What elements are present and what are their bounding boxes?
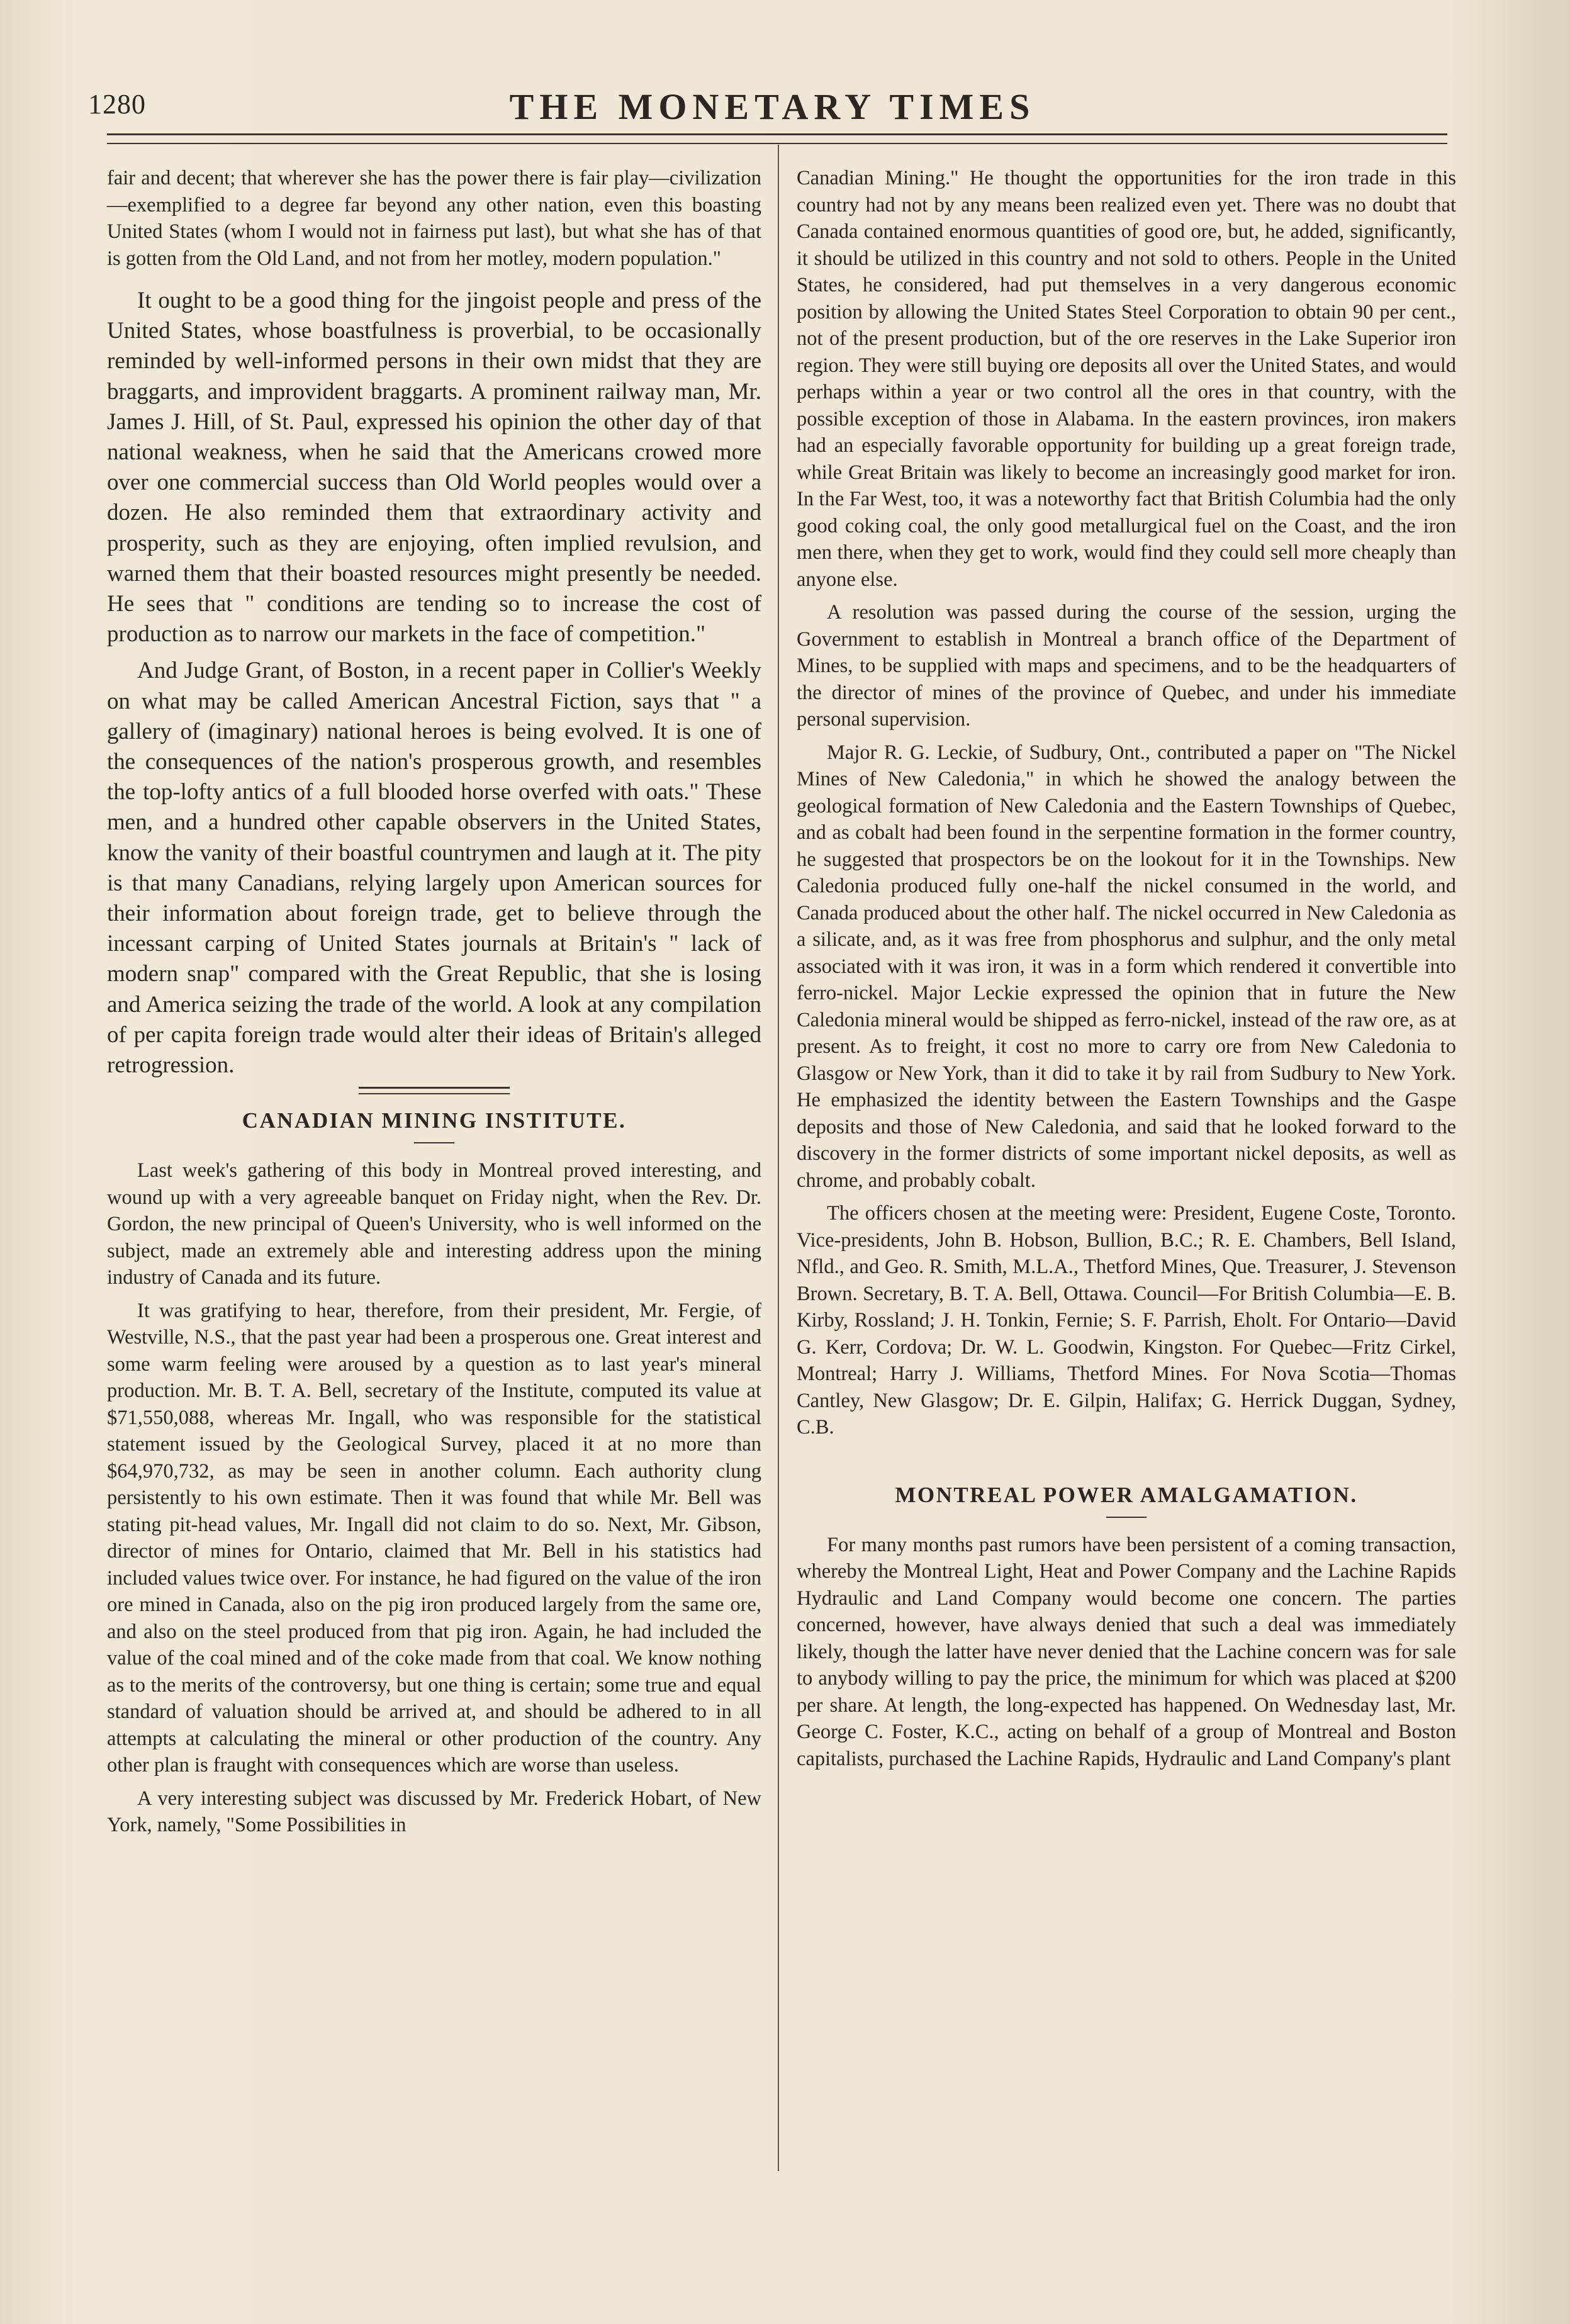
article-paragraph: It was gratifying to hear, therefore, from their president, Mr. Fergie, of Westville, N.S., that the past year had been a prosperous one. Great interest and some warm feeling were aroused by a question as to last year's mineral production. Mr. B. T. A. Bell, secretary of the Institute, computed its value at $71,550,088, whereas Mr. Ingall, who was responsible for the statistical statement issued by the Geological Survey, placed it at no more than $64,970,732, as may be seen in another column. Each authority clung persistently to his own estimate. Then it was found that while Mr. Bell was stating pit-head values, Mr. Ingall did not claim to do so. Next, Mr. Gibson, director of mines for Ontario, claimed that Mr. Bell in his statistics had included values twice over. For instance, he had figured on the value of the iron ore mined in Canada, also on the pig iron produced largely from the same ore, and also on the steel produced from that pig iron. Again, he had included the value of the coal mined and of the coke made from that coal. We know nothing as to the merits of the controversy, but one thing is certain; some true and equal standard of valuation should be arrived at, and should be adhered to in all attempts at calculating the mineral or other production of the country. Any other plan is fraught with consequences which are worse than useless. — [107, 1299, 761, 1777]
page-number: 1280 — [88, 89, 146, 120]
article-paragraph: For many months past rumors have been persistent of a coming transaction, whereby the Montreal Light, Heat and Power Company and the Lachine Rapids Hydraulic and Land Company would become one concern. The parties concerned, however, have always denied that such a deal was immediately likely, though the latter have never denied that the Lachine concern was for sale to anybody willing to pay the price, the minimum for which was placed at $200 per share. At length, the long-expected has happened. On Wednesday last, Mr. George C. Foster, K.C., acting on behalf of a group of Montreal and Boston capitalists, purchased the Lachine Rapids, Hydraulic and Land Company's plant — [797, 1533, 1456, 1770]
header-rule — [107, 133, 1447, 144]
section-separator — [359, 1087, 510, 1094]
section-title-power: MONTREAL POWER AMALGAMATION. — [895, 1482, 1358, 1507]
article-paragraph: A very interesting subject was discussed by Mr. Frederick Hobart, of New York, namely, "Some Possibilities in — [107, 1787, 761, 1837]
article-paragraph: A resolution was passed during the course of the session, urging the Government to establish in Montreal a branch office of the Department of Mines, to be supplied with maps and specimens, and to be the headquarters of the director of mines of the province of Quebec, and under his immediate personal supervision. — [797, 601, 1456, 731]
editorial-paragraph: And Judge Grant, of Boston, in a recent paper in Collier's Weekly on what may be called American Ancestral Fiction, says that " a gallery of (imaginary) national heroes is being evolved. It is one of the consequences of the nation's prosperous growth, and resembles the top-lofty antics of a full blooded horse overfed with oats." These men, and a hundred other capable observers in the United States, know the vanity of their boastful countrymen and laugh at it. The pity is that many Canadians, relying largely upon American sources for their information about foreign trade, get to believe through the incessant carping of United States journals at Britain's " lack of modern snap" compared with the Great Republic, that she is losing and America seizing the trade of the world. A look at any compilation of per capita foreign trade would alter their ideas of Britain's alleged retrogression. — [107, 658, 761, 1079]
article-paragraph: Canadian Mining." He thought the opportunities for the iron trade in this country had not by any means been realized even yet. There was no doubt that Canada contained enormous quantities of good ore, but, he added, significantly, it should be utilized in this country and not sold to others. People in the United States, he considered, had put themselves in a very dangerous economic position by allowing the United States Steel Corporation to obtain 90 per cent., not of the present production, but of the ore reserves in the Lake Superior iron region. They were still buying ore deposits all over the United States, and would perhaps within a year or two control all the ores in that country, with the possible exception of those in Alabama. In the eastern provinces, iron makers had an especially favorable opportunity for building up a great foreign trade, while Great Britain was likely to become an increasingly good market for iron. In the Far West, too, it was a noteworthy fact that British Columbia had the only good coking coal, the only good metallurgical fuel on the Coast, and the iron men there, when they get to work, would find they could sell more cheaply than anyone else. — [797, 167, 1456, 591]
article-paragraph: Major R. G. Leckie, of Sudbury, Ont., contributed a paper on "The Nickel Mines of New Caledonia," in which he showed the analogy between the geological formation of New Caledonia and the Eastern Townships of Quebec, and as cobalt had been found in the serpentine formation in the former country, he suggested that prospectors be on the lookout for it in the Townships. New Caledonia produced fully one-half the nickel consumed in the world, and Canada produced about the other half. The nickel occurred in New Caledonia as a silicate, and, as it was free from phosphorus and sulphur, and the only metal associated with it was iron, it was in a form which rendered it convertible into ferro-nickel. Major Leckie expressed the opinion that in future the New Caledonia mineral would be shipped as ferro-nickel, instead of the raw ore, as at present. As to freight, it cost no more to carry ore from New Caledonia to Glasgow or New York, than it did to take it by rail from Sudbury to New York. He emphasized the identity between the Eastern Townships and the Gaspe deposits and those of New Caledonia, and said that he looked forward to the discovery in the former districts of some important nickel deposits, as well as chrome, and probably cobalt. — [797, 741, 1456, 1192]
section-title-mining: CANADIAN MINING INSTITUTE. — [242, 1108, 627, 1133]
column-divider — [778, 145, 779, 2171]
article-paragraph: The officers chosen at the meeting were: President, Eugene Coste, Toronto. Vice-presidents, John B. Hobson, Bullion, B.C.; R. E. Chambers, Bell Island, Nfld., and Geo. R. Smith, M.L.A., Thetford Mines, Que. Treasurer, J. Stevenson Brown. Secretary, B. T. A. Bell, Ottawa. Council—For British Columbia—E. B. Kirby, Rossland; J. H. Tonkin, Fernie; S. F. Parrish, Eholt. For Ontario—David G. Kerr, Cordova; Dr. W. L. Goodwin, Kingston. For Quebec—Fritz Cirkel, Montreal; Harry J. Williams, Thetford Mines. For Nova Scotia—Thomas Cantley, New Glasgow; Dr. E. Gilpin, Halifax; G. Herrick Duggan, Sydney, C.B. — [797, 1202, 1456, 1439]
editorial-paragraph: It ought to be a good thing for the jingoist people and press of the United States, whose boastfulness is proverbial, to be occasionally reminded by well-informed persons in their own midst that they are braggarts, and improvident braggarts. A prominent railway man, Mr. James J. Hill, of St. Paul, expressed his opinion the other day of that national weakness, when he said that the Americans crowed more over one commercial success than Old World peoples would over a dozen. He also reminded them that extraordinary activity and prosperity, such as they are enjoying, often implied revulsion, and warned them that their boasted resources might presently be needed. He sees that " conditions are tending so to increase the cost of production as to narrow our markets in the face of competition." — [107, 288, 761, 648]
left-column — [107, 165, 761, 1839]
masthead: THE MONETARY TIMES — [509, 86, 1036, 127]
title-rule — [414, 1142, 454, 1143]
right-column — [797, 165, 1456, 1772]
title-rule — [1106, 1517, 1147, 1518]
article-paragraph: Last week's gathering of this body in Montreal proved interesting, and wound up with a very agreeable banquet on Friday night, when the Rev. Dr. Gordon, the new principal of Queen's University, who is well informed on the subject, made an extremely able and interesting address upon the mining industry of Canada and its future. — [107, 1159, 761, 1289]
quote-paragraph: fair and decent; that wherever she has the power there is fair play—civilization—exemplified to a degree far beyond any other nation, even this boasting United States (whom I would not in fairness put last), but what she has of that is gotten from the Old Land, and not from her motley, modern population." — [107, 167, 761, 270]
section-spacer — [797, 1441, 1456, 1473]
